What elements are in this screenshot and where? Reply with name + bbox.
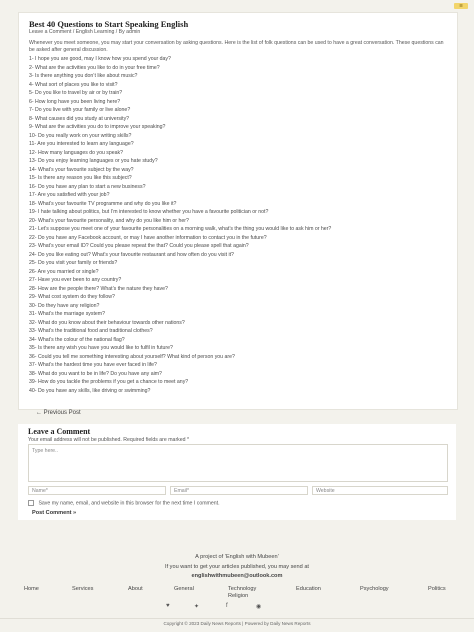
list-item: 13- Do you enjoy learning languages or you hate study?: [29, 158, 158, 165]
save-info-checkbox[interactable]: [28, 500, 34, 506]
facebook-icon[interactable]: f: [226, 603, 228, 609]
website-field[interactable]: [312, 486, 448, 495]
website-placeholder: Website: [316, 488, 335, 494]
list-item: 35- Is there any wish you have you would like to fulfil in future?: [29, 345, 173, 352]
list-item: 34- What’s the colour of the national flag?: [29, 336, 125, 343]
list-item: 8- What causes did you study at university?: [29, 115, 130, 122]
article-meta: Leave a Comment / English Learning / By admin: [29, 29, 141, 35]
list-item: 3- Is there anything you don’t like about music?: [29, 73, 138, 80]
list-item: 27- Have you ever been to any country?: [29, 277, 122, 284]
footer-nav-general[interactable]: General: [174, 586, 194, 592]
list-item: 39- How do you tackle the problems if you get a chance to meet any?: [29, 379, 189, 386]
footer-nav-education[interactable]: Education: [296, 586, 321, 592]
save-info-row: [28, 500, 220, 506]
article-intro: Whenever you meet someone, you may start your conversation by asking questions. Here is the list of folk questions can be used to have a great conversation. These questions can be asked after general discussion.: [29, 40, 444, 53]
footer-divider: [0, 618, 474, 619]
list-item: 1- I hope you are good, may I know how you spend your day?: [29, 56, 171, 63]
twitter-icon[interactable]: ✦: [194, 604, 200, 610]
list-item: 21- Let’s suppose you meet one of your favourite personalities on a morning walk, what’s the thing you would like to ask him or her?: [29, 226, 332, 233]
list-item: 24- Do you like eating out? What’s your favourite restaurant and how often do you visit it?: [29, 251, 234, 258]
footer-nav-politics[interactable]: Politics: [428, 586, 446, 592]
footer-nav-psychology[interactable]: Psychology: [360, 586, 389, 592]
comment-placeholder: Type here..: [32, 448, 58, 454]
name-field[interactable]: [28, 486, 166, 495]
list-item: 15- Is there any reason you like this subject?: [29, 175, 132, 182]
top-bar: [0, 0, 474, 12]
footer-nav-about[interactable]: About: [128, 586, 143, 592]
question-list: [29, 56, 447, 394]
list-item: 40- Do you have any skills, like driving or swimming?: [29, 387, 151, 394]
list-item: 29- What cost system do they follow?: [29, 294, 115, 301]
list-item: 28- How are the people there? What’s the nature they have?: [29, 285, 168, 292]
list-item: 10- Do you really work on your writing skills?: [29, 132, 132, 139]
list-item: 18- What’s your favourite TV programme and why do you like it?: [29, 200, 177, 207]
footer: [0, 548, 474, 632]
comment-form: [18, 424, 456, 520]
list-item: 7- Do you live with your family or live alone?: [29, 107, 131, 114]
footer-email-link[interactable]: englishwithmubeen@outlook.com: [191, 573, 283, 579]
list-item: 14- What’s your favourite subject by the way?: [29, 166, 134, 173]
article-title: Best 40 Questions to Start Speaking English: [29, 19, 189, 29]
list-item: 23- What’s your email ID? Could you please repeat the that? Could you please spell that again?: [29, 243, 249, 250]
email-field[interactable]: [170, 486, 308, 495]
list-item: 30- Do they have any religion?: [29, 302, 100, 309]
list-item: 4- What sort of places you like to visit?: [29, 81, 118, 88]
instagram-icon[interactable]: ◉: [256, 604, 262, 610]
comment-textarea[interactable]: [28, 444, 448, 482]
list-item: 38- What do you want to be in life? Do you have any aim?: [29, 370, 162, 377]
comment-note: Your email address will not be published. Required fields are marked *: [28, 437, 189, 443]
list-item: 19- I hate talking about politics, but I’m interested to know whether you have a favourite politician or not?: [29, 209, 269, 216]
list-item: 22- Do you have any Facebook account, or may I have another information to contact you in the future?: [29, 234, 267, 241]
heart-icon[interactable]: ♥: [166, 603, 170, 609]
footer-nav-services[interactable]: Services: [72, 586, 94, 592]
comment-title: Leave a Comment: [28, 427, 91, 436]
list-item: 32- What do you know about their behaviour towards other nations?: [29, 319, 185, 326]
article-card: [18, 12, 458, 410]
name-placeholder: Name*: [32, 488, 48, 494]
list-item: 12- How many languages do you speak?: [29, 149, 124, 156]
list-item: 2- What are the activities you like to do in your free time?: [29, 64, 160, 71]
previous-post-link[interactable]: ← Previous Post: [36, 410, 81, 416]
menu-button[interactable]: ☰: [454, 3, 468, 9]
footer-nav-religion[interactable]: Religion: [228, 593, 249, 599]
list-item: 33- What’s the traditional food and traditional clothes?: [29, 328, 153, 335]
list-item: 26- Are you married or single?: [29, 268, 99, 275]
post-comment-button[interactable]: Post Comment »: [32, 510, 77, 516]
email-placeholder: Email*: [174, 488, 189, 494]
save-info-label: Save my name, email, and website in this browser for the next time I comment.: [38, 500, 220, 507]
footer-nav-technology[interactable]: Technology: [228, 586, 257, 592]
list-item: 31- What’s the marriage system?: [29, 311, 106, 318]
list-item: 17- Are you satisfied with your job?: [29, 192, 110, 199]
footer-publish-note: If you want to get your articles published, you may send at: [165, 564, 309, 570]
footer-nav-home[interactable]: Home: [24, 586, 39, 592]
list-item: 20- What’s your favourite personality, and why do you like him or her?: [29, 217, 189, 224]
list-item: 9- What are the activities you do to improve your speaking?: [29, 124, 166, 131]
footer-project: A project of ‘English with Mubeen’: [195, 554, 279, 560]
list-item: 36- Could you tell me something interesting about yourself? What kind of person you are?: [29, 353, 235, 360]
list-item: 37- What’s the hardest time you have ever faced in life?: [29, 362, 157, 369]
list-item: 25- Do you visit your family or friends?: [29, 260, 118, 267]
copyright-text: Copyright © 2023 Daily News Reports | Powered by Daily News Reports: [163, 621, 311, 626]
list-item: 6- How long have you been living here?: [29, 98, 121, 105]
list-item: 5- Do you like to travel by air or by train?: [29, 90, 123, 97]
list-item: 11- Are you interested to learn any language?: [29, 141, 134, 148]
list-item: 16- Do you have any plan to start a new business?: [29, 183, 146, 190]
